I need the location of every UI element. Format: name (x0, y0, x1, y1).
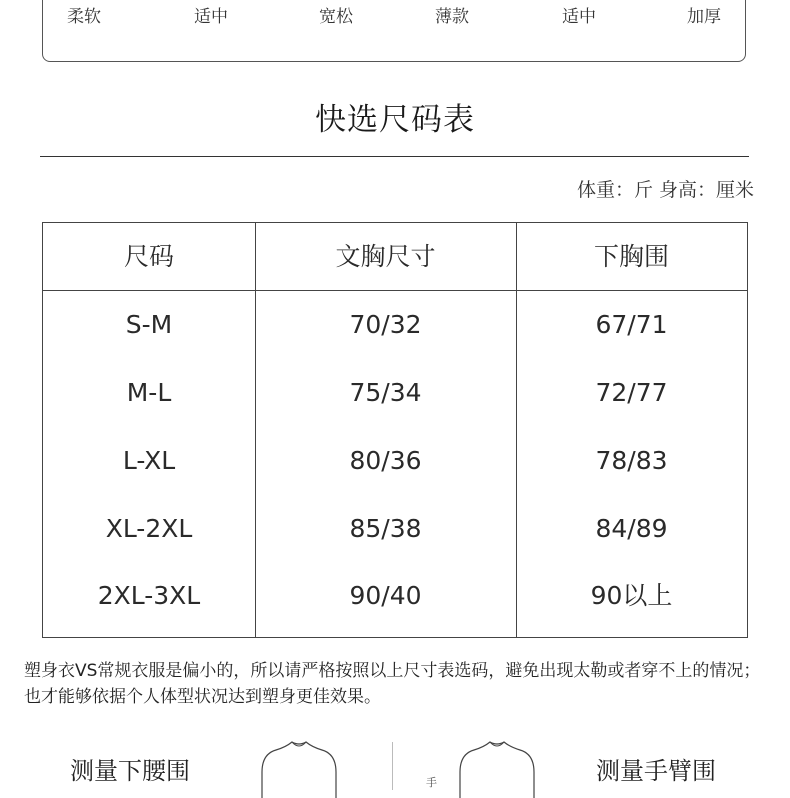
attribute-label: 薄款 (435, 7, 469, 27)
torso-figure-icon (256, 738, 342, 798)
page-title: 快选尺码表 (315, 102, 475, 138)
attribute-row (0, 4, 790, 30)
table-header-bra-size: 文胸尺寸 (335, 242, 436, 271)
column-divider (516, 223, 517, 637)
table-cell: 75/34 (349, 378, 422, 407)
attribute-label: 加厚 (687, 7, 721, 27)
table-cell: 70/32 (349, 310, 422, 339)
table-cell: 90/40 (349, 581, 422, 610)
table-header-underbust: 下胸围 (593, 242, 669, 271)
measure-arm-label: 测量手臂围 (596, 757, 716, 785)
table-cell: S-M (125, 310, 173, 339)
table-cell: 90以上 (590, 581, 673, 610)
table-cell: 85/38 (349, 514, 422, 543)
size-table (42, 222, 748, 638)
torso-figure-icon (454, 738, 540, 798)
sizing-note: 塑身衣VS常规衣服是偏小的，所以请严格按照以上尺寸表选码，避免出现太勒或者穿不上的情况；也才能够依据个人体型状况达到塑身更佳效果。 (24, 661, 761, 707)
unit-note: 体重：斤 身高：厘米 (576, 179, 754, 201)
table-cell: L-XL (122, 446, 176, 475)
section-divider (392, 742, 393, 790)
column-divider (255, 223, 256, 637)
arm-marker-label: 手 (426, 776, 437, 789)
header-divider (43, 290, 747, 291)
attribute-label: 适中 (194, 7, 228, 27)
title-divider (40, 156, 749, 157)
table-cell: 80/36 (349, 446, 422, 475)
table-cell: XL-2XL (105, 514, 193, 543)
table-cell: 67/71 (595, 310, 668, 339)
table-cell: 78/83 (595, 446, 668, 475)
attribute-label: 适中 (562, 7, 596, 27)
table-cell: 72/77 (595, 378, 668, 407)
table-cell: 84/89 (595, 514, 668, 543)
table-cell: M-L (126, 378, 172, 407)
table-cell: 2XL-3XL (97, 581, 201, 610)
attribute-label: 柔软 (67, 7, 101, 27)
table-header-size: 尺码 (123, 242, 174, 271)
attribute-label: 宽松 (319, 7, 353, 27)
measure-waist-label: 测量下腰围 (70, 757, 190, 785)
